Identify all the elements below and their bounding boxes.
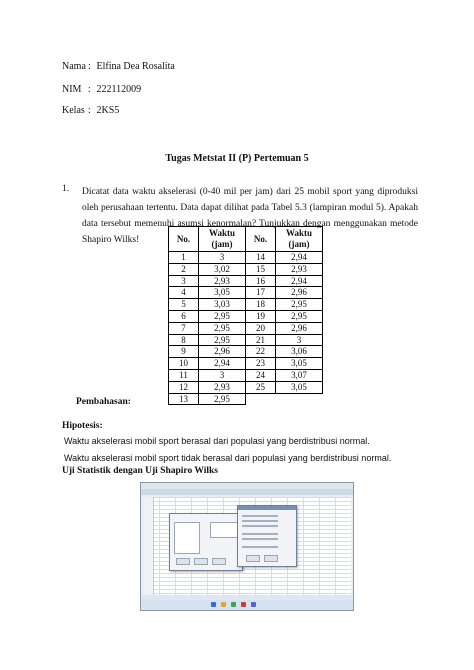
plots-dialog	[237, 505, 297, 567]
cancel-button	[264, 555, 278, 562]
paste-button	[194, 558, 208, 565]
table-cell: 2,93	[199, 275, 246, 287]
dialog-option	[242, 520, 278, 522]
identity-label: Kelas	[62, 105, 85, 116]
windows-icon	[211, 602, 216, 607]
table-cell: 22	[246, 346, 276, 358]
table-row	[169, 275, 323, 287]
table-cell: 2,95	[276, 310, 323, 322]
table-cell: 2,93	[276, 263, 323, 275]
identity-label: NIM	[62, 84, 82, 95]
table-cell: 25	[246, 381, 276, 393]
table-cell: 3,02	[199, 263, 246, 275]
table-cell: 3,05	[199, 287, 246, 299]
table-header: No.	[169, 227, 199, 252]
table-cell: 2,93	[199, 381, 246, 393]
table-cell: 3	[199, 252, 246, 264]
identity-kelas-row: Kelas : 2KS5	[62, 105, 120, 116]
table-cell: 3	[276, 334, 323, 346]
continue-button	[246, 555, 260, 562]
folder-icon	[221, 602, 226, 607]
table-cell: 8	[169, 334, 199, 346]
table-cell: 7	[169, 322, 199, 334]
table-cell: 15	[246, 263, 276, 275]
document-title: Tugas Metstat II (P) Pertemuan 5	[165, 153, 309, 164]
table-row	[169, 252, 323, 264]
table-cell: 24	[246, 369, 276, 381]
table-cell: 2,95	[199, 334, 246, 346]
table-cell: 16	[246, 275, 276, 287]
table-cell: 4	[169, 287, 199, 299]
pembahasan-heading: Pembahasan:	[76, 397, 131, 407]
table-cell: 11	[169, 369, 199, 381]
table-cell: 2,95	[199, 310, 246, 322]
hipotesis-heading: Hipotesis:	[62, 421, 103, 431]
table-cell: 3	[199, 369, 246, 381]
identity-nim-row: NIM : 222112009	[62, 84, 142, 95]
table-header-row	[169, 227, 323, 252]
table-cell: 2,95	[276, 299, 323, 311]
table-cell: 5	[169, 299, 199, 311]
hypothesis-h0: Waktu akselerasi mobil sport berasal dari populasi yang berdistribusi normal.	[64, 436, 370, 446]
dialog-option	[242, 525, 278, 527]
app-icon	[251, 602, 256, 607]
cancel-button	[212, 558, 226, 565]
ok-button	[176, 558, 190, 565]
table-cell: 9	[169, 346, 199, 358]
table-row	[169, 310, 323, 322]
table-row	[169, 369, 323, 381]
table-cell: 2,94	[199, 358, 246, 370]
table-cell: 19	[246, 310, 276, 322]
table-cell: 2	[169, 263, 199, 275]
table-cell: 1	[169, 252, 199, 264]
table-row	[169, 381, 323, 393]
question-text: Dicatat data waktu akselerasi (0-40 mil per jam) dari 25 mobil sport yang diproduksi oleh perusahaan tertentu. Data dapat dilihat pada Tabel 5.3 (lampiran modul 5). Apakah data tersebut memenuhi asumsi kenormalan? Tunjukkan dengan menggunakan metode Shapiro Wilks!	[82, 187, 418, 245]
table-cell: 17	[246, 287, 276, 299]
dialog-option	[242, 533, 278, 535]
identity-value: Elfina Dea Rosalita	[96, 61, 175, 72]
table-cell: 3	[169, 275, 199, 287]
explore-dialog	[169, 513, 243, 571]
question-number: 1.	[62, 184, 70, 194]
table-header: No.	[246, 227, 276, 252]
table-row	[169, 334, 323, 346]
dependent-list	[210, 522, 238, 538]
hypothesis-h1: Waktu akselerasi mobil sport tidak berasal dari populasi yang berdistribusi normal.	[64, 453, 392, 463]
table-cell: 2,96	[199, 346, 246, 358]
table-header: Waktu (jam)	[199, 227, 246, 252]
table-row	[169, 263, 323, 275]
table-cell: 3,03	[199, 299, 246, 311]
table-row	[169, 322, 323, 334]
table-cell: 3,05	[276, 381, 323, 393]
spss-screenshot	[140, 482, 354, 611]
table-cell: 14	[246, 252, 276, 264]
table-cell: 21	[246, 334, 276, 346]
table-header: Waktu (jam)	[276, 227, 323, 252]
table-cell: 2,94	[276, 275, 323, 287]
variable-list	[174, 522, 200, 554]
table-cell: 2,96	[276, 287, 323, 299]
table-row	[169, 393, 323, 405]
browser-icon	[231, 602, 236, 607]
table-cell: 2,95	[199, 322, 246, 334]
dialog-option	[242, 546, 278, 548]
table-cell: 2,96	[276, 322, 323, 334]
table-cell: 13	[169, 393, 199, 405]
table-cell: 6	[169, 310, 199, 322]
app-icon	[241, 602, 246, 607]
table-cell: 10	[169, 358, 199, 370]
identity-name-row: Nama : Elfina Dea Rosalita	[62, 61, 175, 72]
table-cell: 2,94	[276, 252, 323, 264]
table-row	[169, 299, 323, 311]
table-row	[169, 287, 323, 299]
taskbar	[141, 600, 353, 610]
table-cell: 20	[246, 322, 276, 334]
identity-label: Nama	[62, 61, 86, 72]
table-cell	[276, 393, 323, 405]
identity-value: 222112009	[96, 84, 142, 95]
table-cell: 2,95	[199, 393, 246, 405]
table-row	[169, 346, 323, 358]
dialog-option	[242, 538, 278, 540]
dialog-titlebar	[238, 506, 296, 510]
table-cell: 3,07	[276, 369, 323, 381]
table-cell: 23	[246, 358, 276, 370]
row-header	[143, 497, 154, 595]
uji-statistik-heading: Uji Statistik dengan Uji Shapiro Wilks	[62, 466, 219, 476]
table-cell: 12	[169, 381, 199, 393]
table-row	[169, 358, 323, 370]
toolbar	[141, 489, 353, 495]
dialog-option	[242, 515, 278, 517]
identity-value: 2KS5	[96, 105, 120, 116]
table-cell: 18	[246, 299, 276, 311]
table-cell: 3,06	[276, 346, 323, 358]
table-cell: 3,05	[276, 358, 323, 370]
data-table	[168, 226, 323, 405]
table-cell	[246, 393, 276, 405]
